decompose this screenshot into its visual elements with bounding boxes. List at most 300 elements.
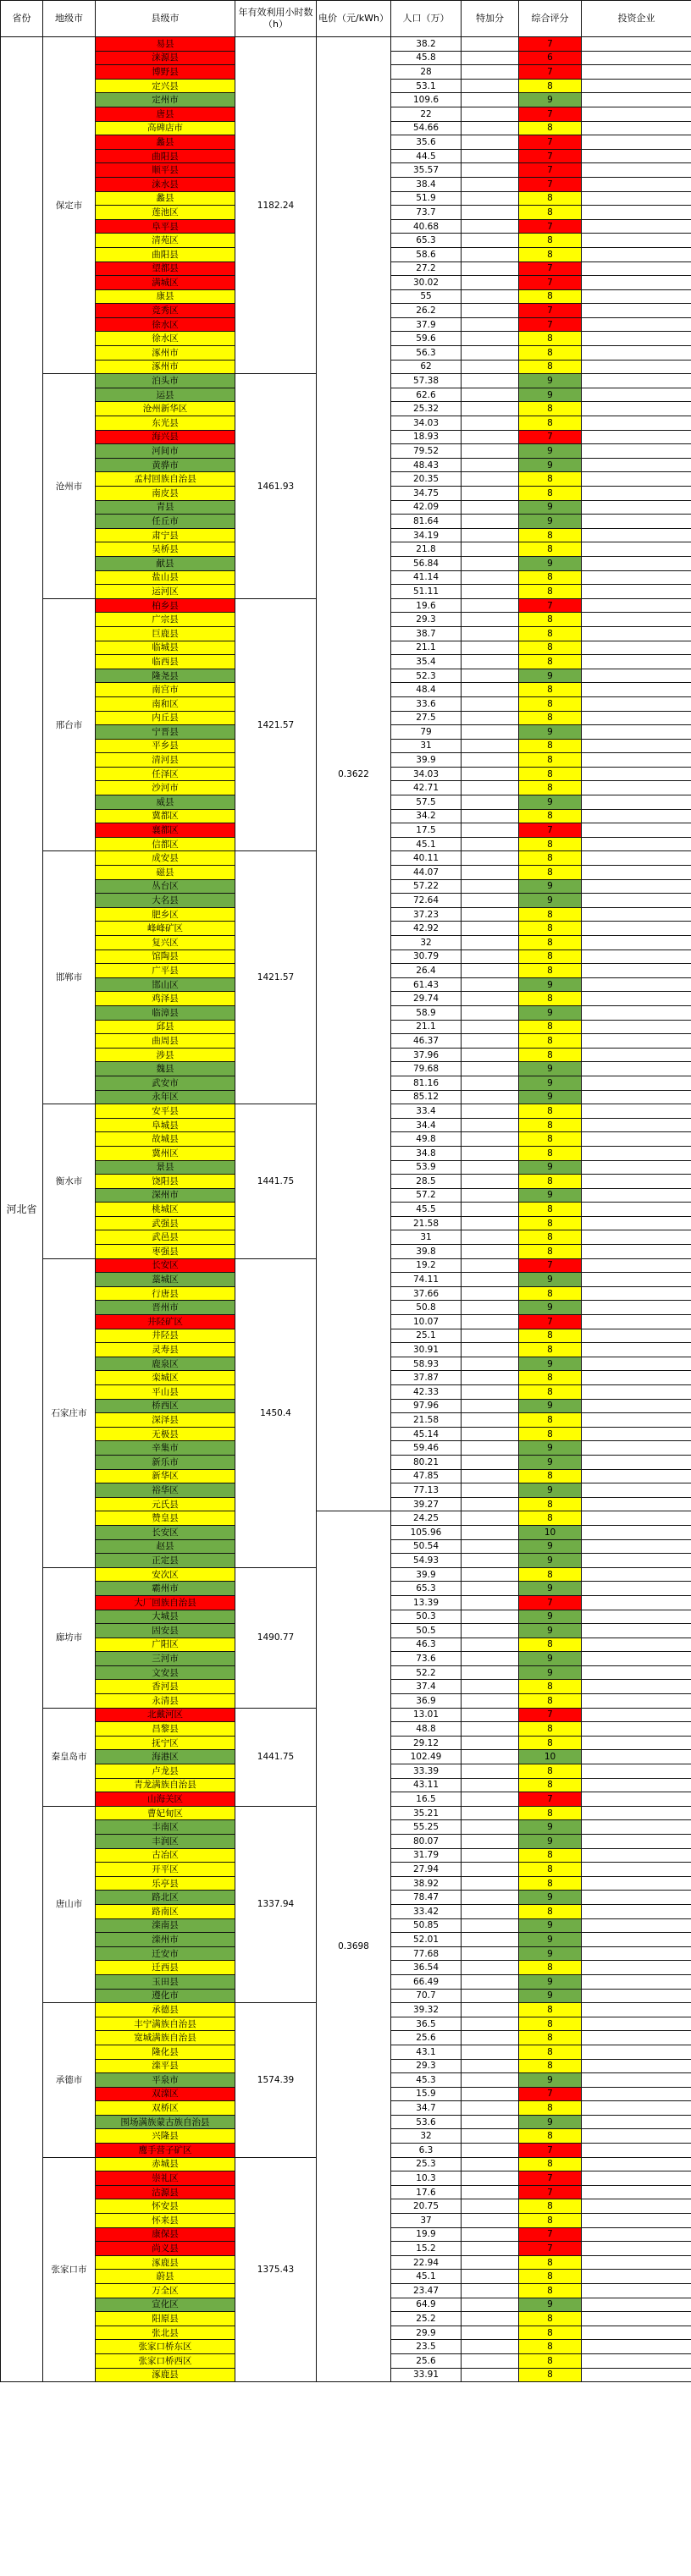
county-cell: 襄都区 xyxy=(96,823,235,838)
score-cell: 7 xyxy=(519,823,582,838)
score-cell: 8 xyxy=(519,2157,582,2171)
special-cell xyxy=(462,992,519,1006)
special-cell xyxy=(462,1764,519,1779)
county-cell: 赤城县 xyxy=(96,2157,235,2171)
special-cell xyxy=(462,528,519,542)
score-cell: 8 xyxy=(519,1876,582,1891)
county-cell: 深州市 xyxy=(96,1188,235,1203)
special-cell xyxy=(462,2087,519,2101)
score-cell: 8 xyxy=(519,1146,582,1160)
header-special: 特加分 xyxy=(462,1,519,37)
population-cell: 38.7 xyxy=(391,626,462,641)
score-cell: 7 xyxy=(519,2087,582,2101)
special-cell xyxy=(462,949,519,964)
score-cell: 8 xyxy=(519,487,582,501)
investor-cell xyxy=(582,2059,691,2073)
investor-cell xyxy=(582,416,691,431)
score-cell: 8 xyxy=(519,2045,582,2059)
investor-cell xyxy=(582,626,691,641)
city-cell: 衡水市 xyxy=(43,1104,96,1259)
population-cell: 23.47 xyxy=(391,2284,462,2298)
investor-cell xyxy=(582,2115,691,2129)
population-cell: 25.32 xyxy=(391,402,462,416)
population-cell: 27.2 xyxy=(391,261,462,276)
score-cell: 9 xyxy=(519,1455,582,1469)
county-cell: 大名县 xyxy=(96,894,235,908)
county-cell: 定州市 xyxy=(96,93,235,107)
population-cell: 15.9 xyxy=(391,2087,462,2101)
population-cell: 43.1 xyxy=(391,2045,462,2059)
special-cell xyxy=(462,163,519,178)
city-cell: 张家口市 xyxy=(43,2157,96,2382)
population-cell: 18.93 xyxy=(391,430,462,444)
population-cell: 34.03 xyxy=(391,416,462,431)
population-cell: 34.03 xyxy=(391,767,462,781)
score-cell: 8 xyxy=(519,1469,582,1483)
investor-cell xyxy=(582,1413,691,1428)
special-cell xyxy=(462,1638,519,1652)
population-cell: 37.87 xyxy=(391,1371,462,1385)
special-cell xyxy=(462,1005,519,1020)
population-cell: 37 xyxy=(391,2214,462,2228)
score-cell: 7 xyxy=(519,65,582,80)
score-cell: 8 xyxy=(519,2270,582,2284)
hours-cell: 1450.4 xyxy=(235,1258,317,1567)
score-cell: 8 xyxy=(519,472,582,487)
county-cell: 永清县 xyxy=(96,1694,235,1709)
county-cell: 玉田县 xyxy=(96,1974,235,1989)
county-cell: 赞皇县 xyxy=(96,1511,235,1526)
score-cell: 8 xyxy=(519,936,582,950)
investor-cell xyxy=(582,1329,691,1343)
special-cell xyxy=(462,1146,519,1160)
special-cell xyxy=(462,2284,519,2298)
investor-cell xyxy=(582,2017,691,2031)
special-cell xyxy=(462,1175,519,1189)
header-city: 地级市 xyxy=(43,1,96,37)
population-cell: 22 xyxy=(391,107,462,121)
population-cell: 44.07 xyxy=(391,866,462,880)
investor-cell xyxy=(582,1918,691,1933)
investor-cell xyxy=(582,1175,691,1189)
score-cell: 8 xyxy=(519,1680,582,1694)
population-cell: 105.96 xyxy=(391,1525,462,1539)
population-cell: 51.11 xyxy=(391,585,462,599)
special-cell xyxy=(462,472,519,487)
population-cell: 54.93 xyxy=(391,1554,462,1568)
county-cell: 临漳县 xyxy=(96,1005,235,1020)
score-cell: 8 xyxy=(519,1806,582,1820)
special-cell xyxy=(462,1203,519,1217)
special-cell xyxy=(462,261,519,276)
score-cell: 8 xyxy=(519,2368,582,2382)
population-cell: 80.21 xyxy=(391,1455,462,1469)
county-cell: 海兴县 xyxy=(96,430,235,444)
special-cell xyxy=(462,2340,519,2354)
score-cell: 9 xyxy=(519,93,582,107)
population-cell: 48.43 xyxy=(391,458,462,472)
score-cell: 10 xyxy=(519,1525,582,1539)
county-cell: 涿州市 xyxy=(96,346,235,361)
score-cell: 8 xyxy=(519,416,582,431)
investor-cell xyxy=(582,163,691,178)
county-cell: 开平区 xyxy=(96,1863,235,1877)
county-cell: 昌黎县 xyxy=(96,1722,235,1737)
score-cell: 9 xyxy=(519,1582,582,1596)
population-cell: 29.3 xyxy=(391,613,462,627)
investor-cell xyxy=(582,1638,691,1652)
county-cell: 故城县 xyxy=(96,1132,235,1147)
score-cell: 8 xyxy=(519,2101,582,2116)
special-cell xyxy=(462,795,519,810)
score-cell: 8 xyxy=(519,922,582,936)
county-cell: 平山县 xyxy=(96,1385,235,1400)
special-cell xyxy=(462,641,519,655)
county-cell: 正定县 xyxy=(96,1554,235,1568)
county-cell: 香河县 xyxy=(96,1680,235,1694)
special-cell xyxy=(462,317,519,332)
score-cell: 7 xyxy=(519,2144,582,2158)
county-cell: 长安区 xyxy=(96,1258,235,1273)
score-cell: 8 xyxy=(519,1385,582,1400)
special-cell xyxy=(462,219,519,234)
population-cell: 58.9 xyxy=(391,1005,462,1020)
score-cell: 7 xyxy=(519,1315,582,1329)
investor-cell xyxy=(582,1835,691,1849)
investor-cell xyxy=(582,809,691,823)
population-cell: 24.25 xyxy=(391,1511,462,1526)
county-cell: 新华区 xyxy=(96,1469,235,1483)
population-cell: 49.8 xyxy=(391,1132,462,1147)
population-cell: 102.49 xyxy=(391,1750,462,1764)
score-cell: 9 xyxy=(519,2115,582,2129)
population-cell: 80.07 xyxy=(391,1835,462,1849)
special-cell xyxy=(462,1891,519,1905)
investor-cell xyxy=(582,177,691,191)
score-cell: 9 xyxy=(519,374,582,388)
special-cell xyxy=(462,234,519,248)
county-cell: 尚义县 xyxy=(96,2242,235,2256)
special-cell xyxy=(462,1946,519,1961)
special-cell xyxy=(462,2368,519,2382)
investor-cell xyxy=(582,1301,691,1315)
county-cell: 献县 xyxy=(96,556,235,570)
population-cell: 37.4 xyxy=(391,1680,462,1694)
investor-cell xyxy=(582,1610,691,1624)
population-cell: 27.5 xyxy=(391,711,462,725)
population-cell: 47.85 xyxy=(391,1469,462,1483)
city-cell: 沧州市 xyxy=(43,374,96,599)
investor-cell xyxy=(582,1582,691,1596)
special-cell xyxy=(462,922,519,936)
county-cell: 万全区 xyxy=(96,2284,235,2298)
special-cell xyxy=(462,683,519,697)
county-cell: 运县 xyxy=(96,388,235,402)
table-row xyxy=(1,37,691,52)
special-cell xyxy=(462,121,519,135)
special-cell xyxy=(462,65,519,80)
special-cell xyxy=(462,1258,519,1273)
score-cell: 7 xyxy=(519,276,582,290)
county-cell: 涞水县 xyxy=(96,177,235,191)
population-cell: 21.58 xyxy=(391,1413,462,1428)
population-cell: 48.4 xyxy=(391,683,462,697)
score-cell: 8 xyxy=(519,1764,582,1779)
population-cell: 39.32 xyxy=(391,2003,462,2017)
county-cell: 康保县 xyxy=(96,2227,235,2242)
county-cell: 围场满族蒙古族自治县 xyxy=(96,2115,235,2129)
hours-cell: 1375.43 xyxy=(235,2157,317,2382)
population-cell: 35.57 xyxy=(391,163,462,178)
population-cell: 30.91 xyxy=(391,1343,462,1357)
special-cell xyxy=(462,2185,519,2199)
special-cell xyxy=(462,1904,519,1918)
population-cell: 31.79 xyxy=(391,1848,462,1863)
county-cell: 大厂回族自治县 xyxy=(96,1595,235,1610)
special-cell xyxy=(462,388,519,402)
county-cell: 孟村回族自治县 xyxy=(96,472,235,487)
investor-cell xyxy=(582,866,691,880)
investor-cell xyxy=(582,121,691,135)
city-cell: 承德市 xyxy=(43,2003,96,2158)
population-cell: 54.66 xyxy=(391,121,462,135)
population-cell: 38.92 xyxy=(391,1876,462,1891)
score-cell: 8 xyxy=(519,1863,582,1877)
special-cell xyxy=(462,696,519,711)
special-cell xyxy=(462,1567,519,1582)
population-cell: 25.2 xyxy=(391,2312,462,2326)
special-cell xyxy=(462,416,519,431)
special-cell xyxy=(462,894,519,908)
special-cell xyxy=(462,1216,519,1230)
county-cell: 路北区 xyxy=(96,1891,235,1905)
county-cell: 藁城区 xyxy=(96,1273,235,1287)
special-cell xyxy=(462,1961,519,1975)
population-cell: 26.2 xyxy=(391,304,462,318)
investor-cell xyxy=(582,1230,691,1245)
population-cell: 25.6 xyxy=(391,2353,462,2368)
population-cell: 31 xyxy=(391,1230,462,1245)
investor-cell xyxy=(582,2144,691,2158)
county-cell: 张家口桥西区 xyxy=(96,2353,235,2368)
population-cell: 46.37 xyxy=(391,1034,462,1049)
city-cell: 廊坊市 xyxy=(43,1567,96,1708)
county-cell: 赵县 xyxy=(96,1539,235,1554)
score-cell: 8 xyxy=(519,837,582,851)
investor-cell xyxy=(582,2171,691,2186)
investor-cell xyxy=(582,1722,691,1737)
investor-cell xyxy=(582,1497,691,1511)
investor-cell xyxy=(582,2270,691,2284)
special-cell xyxy=(462,1104,519,1119)
investor-cell xyxy=(582,1385,691,1400)
score-cell: 9 xyxy=(519,388,582,402)
score-cell: 8 xyxy=(519,79,582,93)
county-cell: 鹿泉区 xyxy=(96,1357,235,1371)
score-cell: 9 xyxy=(519,894,582,908)
population-cell: 39.9 xyxy=(391,753,462,768)
county-cell: 泊头市 xyxy=(96,374,235,388)
special-cell xyxy=(462,1132,519,1147)
special-cell xyxy=(462,332,519,346)
score-cell: 9 xyxy=(519,977,582,992)
county-cell: 景县 xyxy=(96,1160,235,1175)
hours-cell: 1421.57 xyxy=(235,851,317,1104)
score-cell: 8 xyxy=(519,1567,582,1582)
investor-cell xyxy=(582,2031,691,2045)
county-cell: 隆尧县 xyxy=(96,669,235,683)
score-cell: 9 xyxy=(519,1891,582,1905)
score-cell: 8 xyxy=(519,2199,582,2214)
investor-cell xyxy=(582,1048,691,1062)
investor-cell xyxy=(582,1764,691,1779)
score-cell: 8 xyxy=(519,1216,582,1230)
county-cell: 武强县 xyxy=(96,1216,235,1230)
county-cell: 无极县 xyxy=(96,1427,235,1441)
investor-cell xyxy=(582,79,691,93)
county-cell: 平乡县 xyxy=(96,739,235,753)
population-cell: 38.4 xyxy=(391,177,462,191)
special-cell xyxy=(462,1469,519,1483)
score-cell: 8 xyxy=(519,781,582,795)
investor-cell xyxy=(582,1005,691,1020)
score-cell: 8 xyxy=(519,1132,582,1147)
investor-cell xyxy=(582,1286,691,1301)
county-cell: 涉县 xyxy=(96,1048,235,1062)
score-cell: 9 xyxy=(519,1989,582,2003)
special-cell xyxy=(462,767,519,781)
special-cell xyxy=(462,1441,519,1456)
investor-cell xyxy=(582,1680,691,1694)
investor-cell xyxy=(582,2101,691,2116)
score-cell: 9 xyxy=(519,500,582,515)
score-cell: 8 xyxy=(519,2340,582,2354)
score-cell: 8 xyxy=(519,585,582,599)
county-cell: 冀都区 xyxy=(96,809,235,823)
population-cell: 52.3 xyxy=(391,669,462,683)
county-cell: 盐山县 xyxy=(96,570,235,585)
score-cell: 8 xyxy=(519,234,582,248)
city-cell: 唐山市 xyxy=(43,1806,96,2002)
population-cell: 25.3 xyxy=(391,2157,462,2171)
score-cell: 9 xyxy=(519,1076,582,1090)
population-cell: 42.71 xyxy=(391,781,462,795)
county-cell: 徐水区 xyxy=(96,332,235,346)
score-cell: 7 xyxy=(519,2185,582,2199)
special-cell xyxy=(462,837,519,851)
investor-cell xyxy=(582,289,691,304)
investor-cell xyxy=(582,107,691,121)
score-cell: 6 xyxy=(519,51,582,65)
special-cell xyxy=(462,2255,519,2270)
county-cell: 曲阳县 xyxy=(96,149,235,163)
score-cell: 9 xyxy=(519,1624,582,1638)
county-cell: 竞秀区 xyxy=(96,304,235,318)
investor-cell xyxy=(582,2298,691,2312)
investor-cell xyxy=(582,1076,691,1090)
county-cell: 滦平县 xyxy=(96,2059,235,2073)
county-cell: 阳原县 xyxy=(96,2312,235,2326)
investor-cell xyxy=(582,2340,691,2354)
population-cell: 65.3 xyxy=(391,234,462,248)
investor-cell xyxy=(582,613,691,627)
population-cell: 33.4 xyxy=(391,1104,462,1119)
investor-cell xyxy=(582,641,691,655)
score-cell: 9 xyxy=(519,1357,582,1371)
county-cell: 晋州市 xyxy=(96,1301,235,1315)
population-cell: 36.5 xyxy=(391,2017,462,2031)
score-cell: 9 xyxy=(519,1974,582,1989)
investor-cell xyxy=(582,1567,691,1582)
county-cell: 吴桥县 xyxy=(96,542,235,557)
score-cell: 8 xyxy=(519,2059,582,2073)
population-cell: 25.6 xyxy=(391,2031,462,2045)
special-cell xyxy=(462,1427,519,1441)
special-cell xyxy=(462,585,519,599)
investor-cell xyxy=(582,51,691,65)
county-cell: 广平县 xyxy=(96,964,235,978)
population-cell: 37.9 xyxy=(391,317,462,332)
special-cell xyxy=(462,1230,519,1245)
county-cell: 武邑县 xyxy=(96,1230,235,1245)
score-cell: 7 xyxy=(519,177,582,191)
score-cell: 8 xyxy=(519,949,582,964)
population-cell: 10.07 xyxy=(391,1315,462,1329)
score-cell: 7 xyxy=(519,430,582,444)
special-cell xyxy=(462,135,519,150)
investor-cell xyxy=(582,922,691,936)
investor-cell xyxy=(582,696,691,711)
special-cell xyxy=(462,866,519,880)
investor-cell xyxy=(582,458,691,472)
population-cell: 29.9 xyxy=(391,2326,462,2340)
investor-cell xyxy=(582,1160,691,1175)
investor-cell xyxy=(582,542,691,557)
investor-cell xyxy=(582,374,691,388)
county-cell: 怀安县 xyxy=(96,2199,235,2214)
population-cell: 58.93 xyxy=(391,1357,462,1371)
score-cell: 8 xyxy=(519,1497,582,1511)
special-cell xyxy=(462,346,519,361)
population-cell: 20.75 xyxy=(391,2199,462,2214)
population-cell: 53.9 xyxy=(391,1160,462,1175)
score-cell: 8 xyxy=(519,1778,582,1792)
score-cell: 8 xyxy=(519,809,582,823)
county-cell: 丛台区 xyxy=(96,879,235,894)
score-cell: 7 xyxy=(519,261,582,276)
score-cell: 7 xyxy=(519,37,582,52)
investor-cell xyxy=(582,837,691,851)
population-cell: 52.01 xyxy=(391,1933,462,1947)
investor-cell xyxy=(582,1820,691,1835)
population-cell: 15.2 xyxy=(391,2242,462,2256)
investor-cell xyxy=(582,500,691,515)
score-cell: 9 xyxy=(519,556,582,570)
investor-cell xyxy=(582,276,691,290)
county-cell: 复兴区 xyxy=(96,936,235,950)
score-cell: 9 xyxy=(519,2298,582,2312)
investor-cell xyxy=(582,1104,691,1119)
population-cell: 34.19 xyxy=(391,528,462,542)
special-cell xyxy=(462,51,519,65)
special-cell xyxy=(462,2312,519,2326)
investor-cell xyxy=(582,1371,691,1385)
score-cell: 8 xyxy=(519,1961,582,1975)
price-cell: 0.3622 xyxy=(317,37,391,1511)
county-cell: 涿鹿县 xyxy=(96,2368,235,2382)
special-cell xyxy=(462,500,519,515)
investor-cell xyxy=(582,1469,691,1483)
